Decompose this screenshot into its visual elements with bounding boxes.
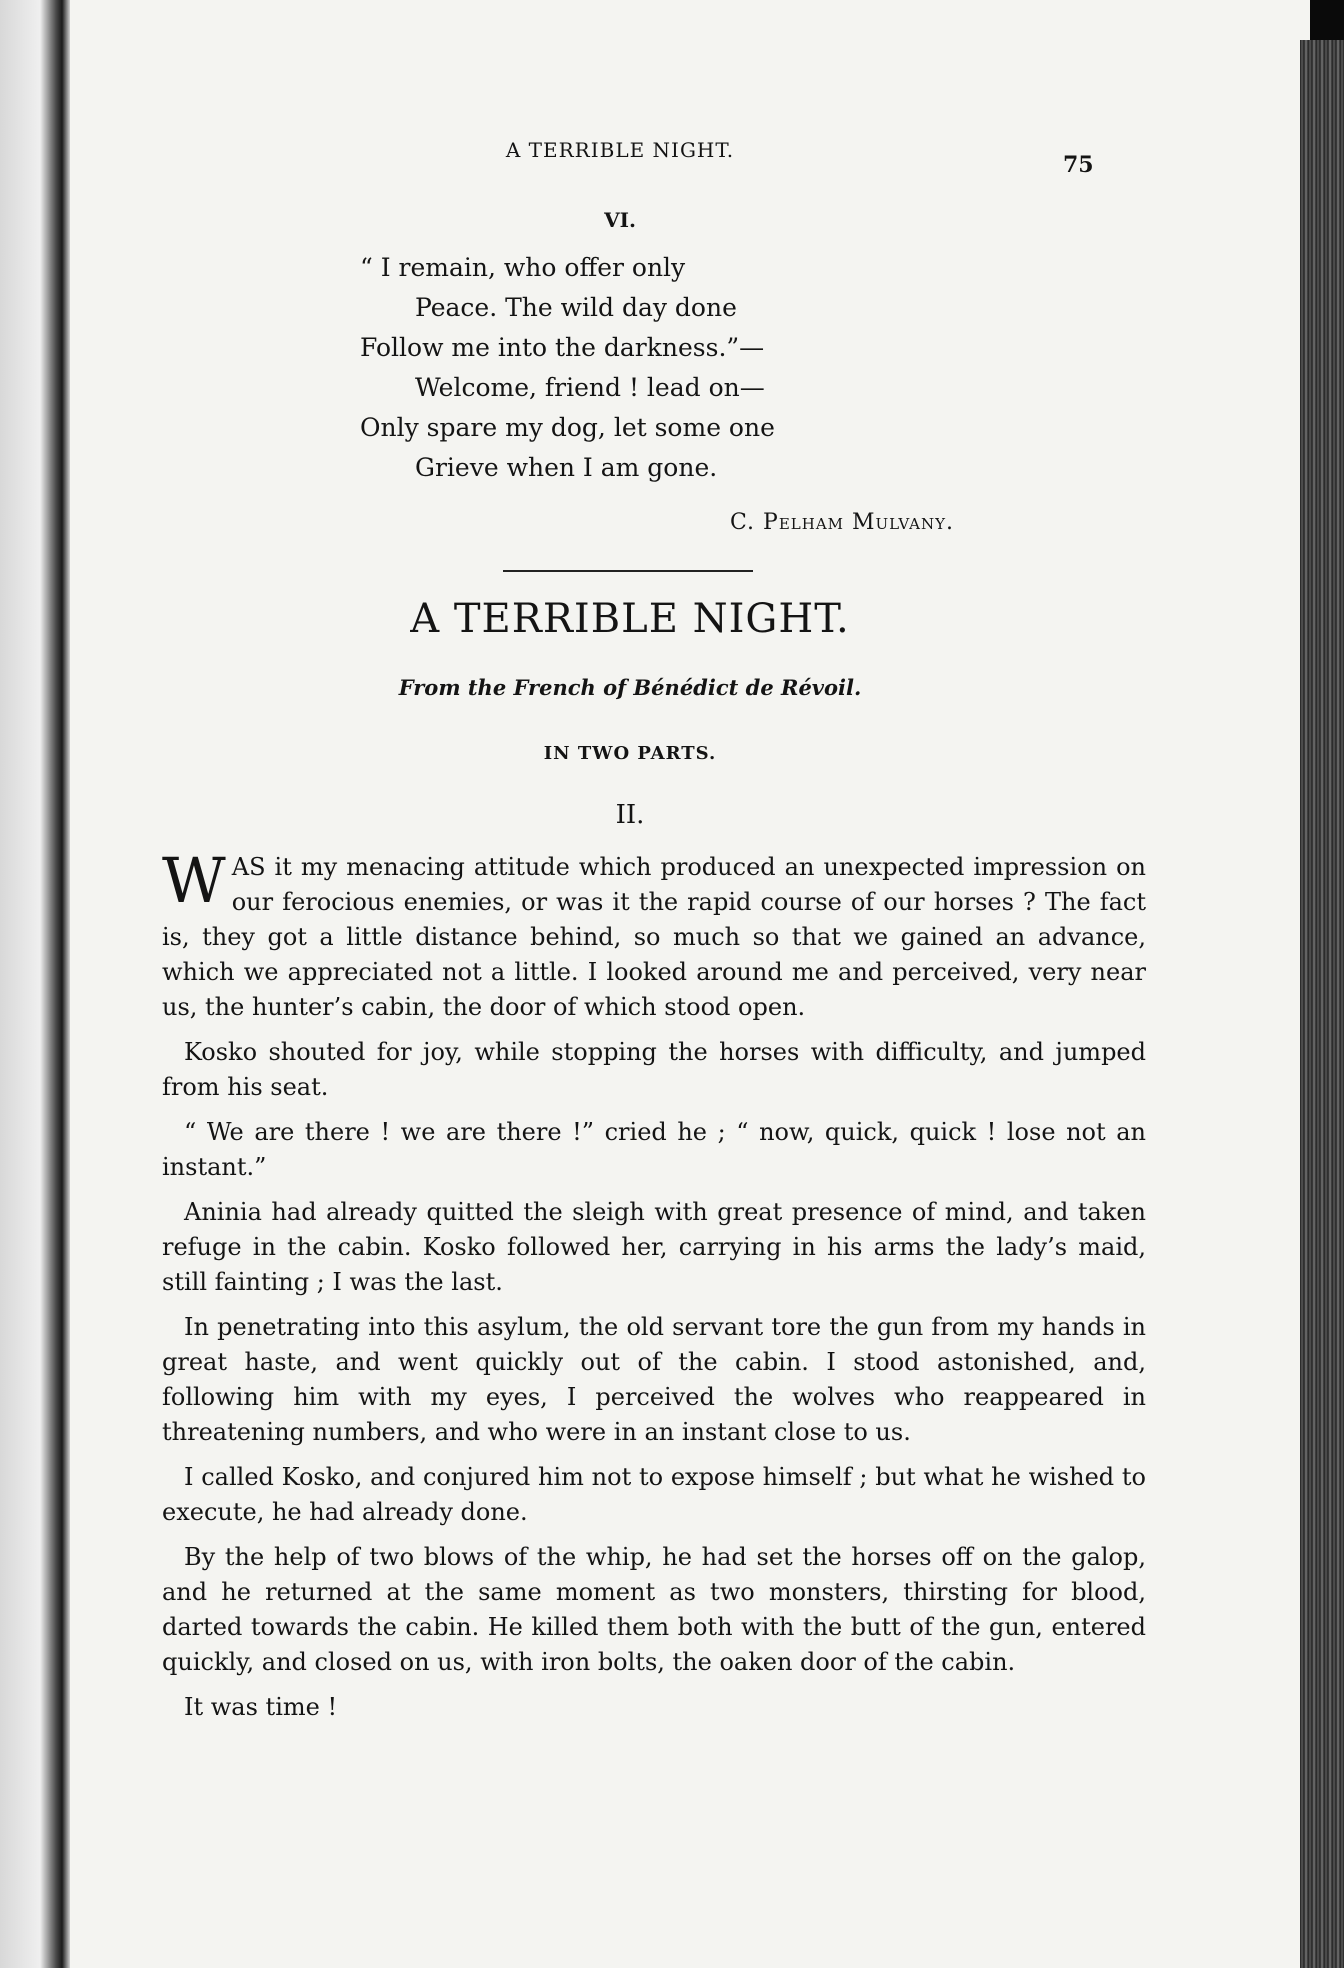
left-page-edge — [0, 0, 70, 1968]
section-divider — [503, 570, 753, 572]
article-body — [162, 844, 1146, 1735]
article-title: A TERRIBLE NIGHT. — [410, 596, 850, 642]
poem-line: Grieve when I am gone. — [415, 453, 718, 482]
parts-note: IN TWO PARTS. — [543, 743, 717, 764]
right-book-edge — [1300, 40, 1344, 1968]
poem-author: C. Pelham Mulvany. — [730, 510, 955, 535]
poem-line: Peace. The wild day done — [415, 293, 737, 322]
paragraph: Aninia had already quitted the sleigh with great presence of mind, and taken refuge in the cabin. Kosko followed her, carrying in his arms the lady’s maid, still fainting ; I was the last. — [162, 1198, 1146, 1296]
paragraph: By the help of two blows of the whip, he had set the horses off on the galop, and he returned at the same moment as two monsters, thirsting for blood, darted towards the cabin. He killed them both with the butt of the gun, entered quickly, and closed on us, with iron bolts, the oaken door of the cabin. — [162, 1543, 1146, 1676]
poem-line: “ I remain, who offer only — [360, 253, 686, 282]
poem-line: Only spare my dog, let some one — [360, 413, 775, 442]
stanza-number: VI. — [604, 208, 636, 232]
paragraph-text: AS it my menacing attitude which produced an unexpected impression on our ferocious enemies, or was it the rapid course of our horses ? The fact is, they got a little distance behind, so much so that we gained an advance, which we appreciated not a little. I looked around me and perceived, very near us, the hunter’s cabin, the door of which stood open. — [162, 853, 1146, 1021]
poem-line: Follow me into the darkness.”— — [360, 333, 765, 362]
article-subtitle: From the French of Bénédict de Révoil. — [398, 675, 862, 700]
drop-cap: W — [162, 844, 226, 917]
paragraph — [162, 844, 1146, 1025]
paragraph: In penetrating into this asylum, the old servant tore the gun from my hands in great haste, and went quickly out of the cabin. I stood astonished, and, following him with my eyes, I perceived the wolves who reappeared in threatening numbers, and who were in an instant close to us. — [162, 1313, 1146, 1446]
poem-stanza — [360, 248, 960, 488]
part-number: II. — [615, 800, 645, 830]
page-number: 75 — [1063, 152, 1094, 178]
paragraph: I called Kosko, and conjured him not to expose himself ; but what he wished to execute, he had already done. — [162, 1463, 1146, 1526]
paragraph: “ We are there ! we are there !” cried he ; “ now, quick, quick ! lose not an instant.” — [162, 1118, 1146, 1181]
paragraph: Kosko shouted for joy, while stopping the horses with difficulty, and jumped from his seat. — [162, 1038, 1146, 1101]
paragraph: It was time ! — [184, 1693, 338, 1721]
book-page — [70, 0, 1310, 1968]
running-head: A TERRIBLE NIGHT. — [505, 138, 735, 162]
poem-line: Welcome, friend ! lead on— — [415, 373, 765, 402]
